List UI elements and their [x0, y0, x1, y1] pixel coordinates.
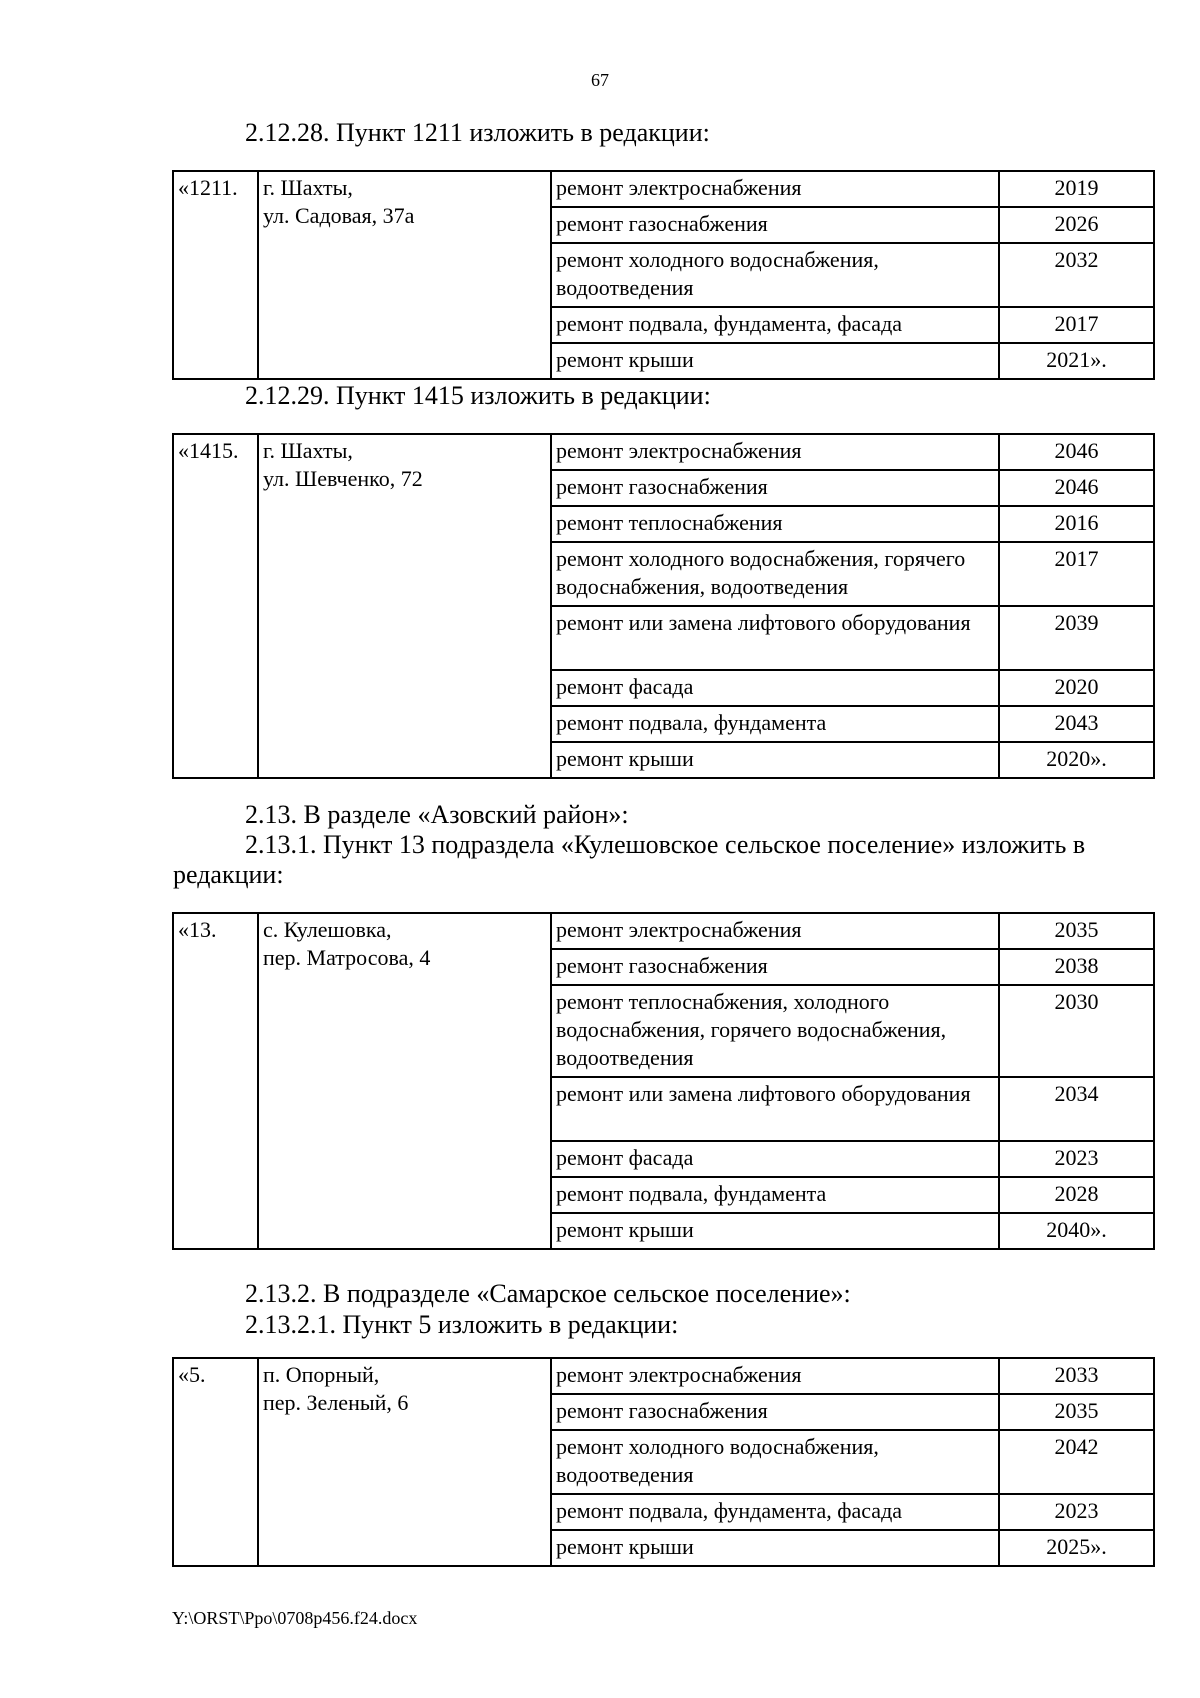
year-cell: 2034 — [999, 1077, 1154, 1141]
address-line-2: пер. Зеленый, 6 — [263, 1390, 409, 1415]
year-cell: 2020». — [999, 742, 1154, 778]
work-cell: ремонт газоснабжения — [551, 1394, 999, 1430]
year-cell: 2017 — [999, 542, 1154, 606]
work-cell: ремонт крыши — [551, 1213, 999, 1249]
item-number: «13. — [173, 913, 258, 1249]
table-row — [173, 434, 1154, 470]
year-cell: 2028 — [999, 1177, 1154, 1213]
address-line-1: г. Шахты, — [263, 175, 353, 200]
work-cell: ремонт электроснабжения — [551, 434, 999, 470]
work-cell: ремонт подвала, фундамента, фасада — [551, 307, 999, 343]
work-cell: ремонт электроснабжения — [551, 913, 999, 949]
year-cell: 2046 — [999, 470, 1154, 506]
work-cell: ремонт или замена лифтового оборудования — [551, 1077, 999, 1141]
work-cell: ремонт крыши — [551, 1530, 999, 1566]
year-cell: 2020 — [999, 670, 1154, 706]
edit-table-1211 — [172, 170, 1155, 380]
table-row — [173, 913, 1154, 949]
year-cell: 2016 — [999, 506, 1154, 542]
address-cell — [258, 913, 551, 1249]
address-line-1: с. Кулешовка, — [263, 917, 392, 942]
address-line-2: ул. Садовая, 37а — [263, 203, 415, 228]
address-cell — [258, 434, 551, 778]
section-text-2-13-1: 2.13.1. Пункт 13 подраздела «Кулешовское сельское поселение» изложить в редакции: — [173, 830, 1086, 889]
year-cell: 2046 — [999, 434, 1154, 470]
address-line-2: ул. Шевченко, 72 — [263, 466, 423, 491]
year-cell: 2017 — [999, 307, 1154, 343]
year-cell: 2039 — [999, 606, 1154, 670]
year-cell: 2023 — [999, 1141, 1154, 1177]
year-cell: 2021». — [999, 343, 1154, 379]
year-cell: 2040». — [999, 1213, 1154, 1249]
work-cell: ремонт холодного водоснабжения, водоотведения — [551, 1430, 999, 1494]
work-cell: ремонт крыши — [551, 343, 999, 379]
year-cell: 2023 — [999, 1494, 1154, 1530]
work-cell: ремонт электроснабжения — [551, 171, 999, 207]
work-cell: ремонт электроснабжения — [551, 1358, 999, 1394]
item-number: «5. — [173, 1358, 258, 1566]
year-cell: 2026 — [999, 207, 1154, 243]
year-cell: 2035 — [999, 1394, 1154, 1430]
work-cell: ремонт подвала, фундамента — [551, 1177, 999, 1213]
address-line-2: пер. Матросова, 4 — [263, 945, 431, 970]
work-cell: ремонт фасада — [551, 1141, 999, 1177]
edit-table-1415 — [172, 433, 1155, 779]
work-cell: ремонт крыши — [551, 742, 999, 778]
section-heading-2-12-29: 2.12.29. Пункт 1415 изложить в редакции: — [245, 381, 711, 410]
edit-table-5 — [172, 1357, 1155, 1567]
year-cell: 2025». — [999, 1530, 1154, 1566]
work-cell: ремонт газоснабжения — [551, 949, 999, 985]
year-cell: 2032 — [999, 243, 1154, 307]
work-cell: ремонт фасада — [551, 670, 999, 706]
table-row — [173, 171, 1154, 207]
work-cell: ремонт холодного водоснабжения, горячего водоснабжения, водоотведения — [551, 542, 999, 606]
page-number: 67 — [591, 70, 609, 90]
footer-file-path: Y:\ORST\Ppo\0708p456.f24.docx — [172, 1608, 418, 1628]
year-cell: 2038 — [999, 949, 1154, 985]
table-row — [173, 1358, 1154, 1394]
work-cell: ремонт теплоснабжения, холодного водоснабжения, горячего водоснабжения, водоотведения — [551, 985, 999, 1077]
year-cell: 2030 — [999, 985, 1154, 1077]
year-cell: 2033 — [999, 1358, 1154, 1394]
year-cell: 2019 — [999, 171, 1154, 207]
address-cell — [258, 171, 551, 379]
item-number: «1415. — [173, 434, 258, 778]
work-cell: ремонт газоснабжения — [551, 470, 999, 506]
section-heading-2-13: 2.13. В разделе «Азовский район»: — [245, 800, 629, 829]
section-heading-2-13-2: 2.13.2. В подразделе «Самарское сельское поселение»: — [245, 1279, 851, 1308]
work-cell: ремонт или замена лифтового оборудования — [551, 606, 999, 670]
address-cell — [258, 1358, 551, 1566]
work-cell: ремонт теплоснабжения — [551, 506, 999, 542]
year-cell: 2043 — [999, 706, 1154, 742]
work-cell: ремонт холодного водоснабжения, водоотведения — [551, 243, 999, 307]
work-cell: ремонт подвала, фундамента — [551, 706, 999, 742]
address-line-1: г. Шахты, — [263, 438, 353, 463]
item-number: «1211. — [173, 171, 258, 379]
year-cell: 2042 — [999, 1430, 1154, 1494]
section-heading-2-12-28: 2.12.28. Пункт 1211 изложить в редакции: — [245, 118, 710, 147]
section-heading-2-13-2-1: 2.13.2.1. Пункт 5 изложить в редакции: — [245, 1310, 679, 1339]
work-cell: ремонт газоснабжения — [551, 207, 999, 243]
edit-table-13 — [172, 912, 1155, 1250]
address-line-1: п. Опорный, — [263, 1362, 380, 1387]
year-cell: 2035 — [999, 913, 1154, 949]
work-cell: ремонт подвала, фундамента, фасада — [551, 1494, 999, 1530]
